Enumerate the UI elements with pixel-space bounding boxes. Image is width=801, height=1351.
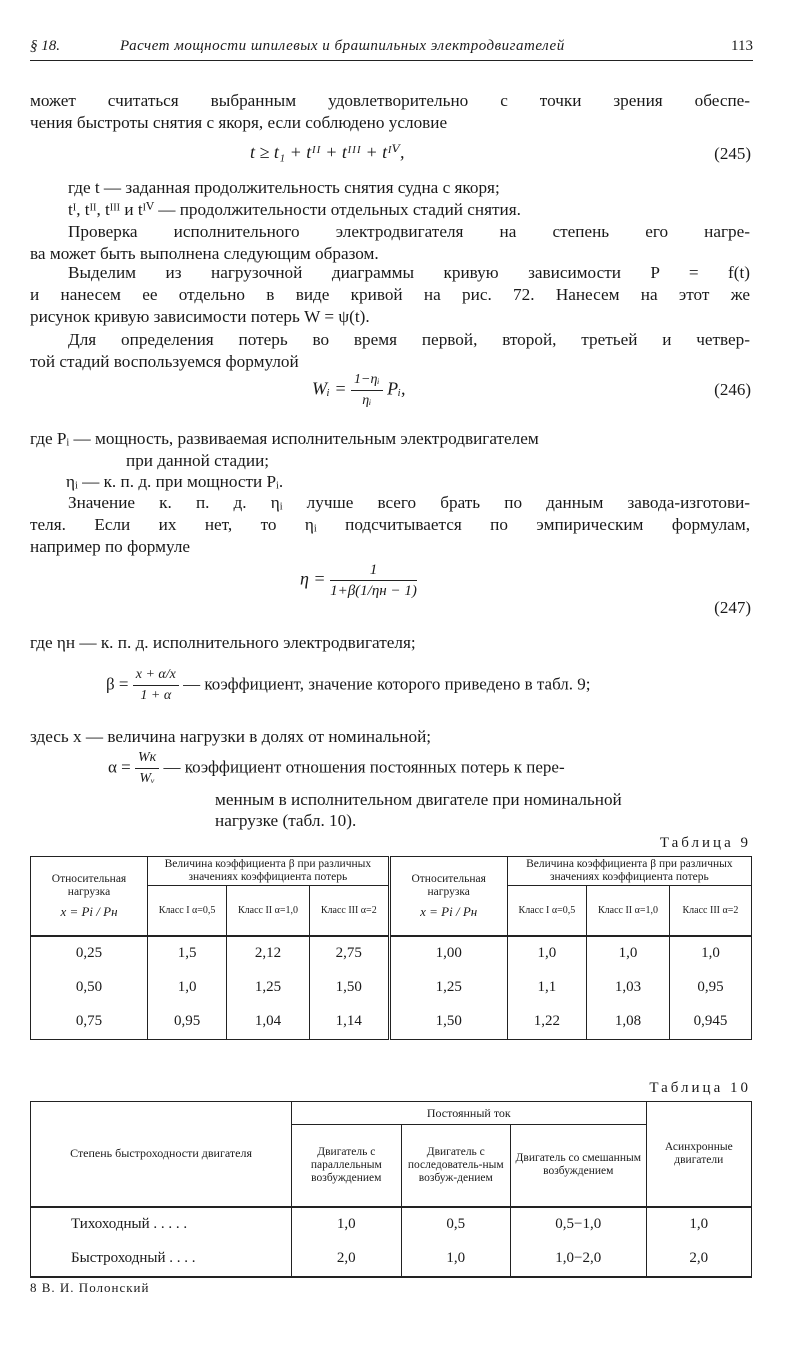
table-row: [31, 1207, 752, 1242]
table-cell: Быстроходный . . . .: [31, 1242, 292, 1277]
paragraph-line: может считаться выбранным удовлетворительно с точки зрения обеспе-: [30, 91, 750, 110]
table-header-cell: Класс III α=2: [669, 886, 751, 936]
definition-line: нагрузке (табл. 10).: [215, 811, 357, 830]
table-header-cell: Класс I α=0,5: [148, 886, 227, 936]
table-cell: 1,0: [292, 1207, 401, 1242]
table-cell: 1,22: [507, 1005, 586, 1040]
paragraph-line: Проверка исполнительного электродвигателя на степень его нагре-: [68, 222, 750, 241]
table-header-cell: Двигатель с последователь-ным возбуж-дением: [401, 1125, 510, 1207]
paragraph-line: Выделим из нагрузочной диаграммы кривую зависимости P = f(t): [68, 263, 750, 282]
table-cell: 0,5−1,0: [510, 1207, 646, 1242]
page-number: 113: [731, 38, 753, 54]
table-cell: 1,03: [587, 971, 670, 1005]
table-cell: 0,95: [669, 971, 751, 1005]
definition-line: tᴵ, tᴵᴵ, tᴵᴵᴵ и tᴵⱽ — продолжительности отдельных стадий снятия.: [68, 200, 521, 219]
table-header-cell: Класс I α=0,5: [507, 886, 586, 936]
paragraph-line: например по формуле: [30, 537, 191, 556]
table-cell: 1,1: [507, 971, 586, 1005]
table-header-cell: Двигатель со смешанным возбуждением: [510, 1125, 646, 1207]
table-cell: 0,95: [148, 1005, 227, 1040]
section-number: § 18.: [30, 38, 60, 54]
paragraph-line: Значение к. п. д. ηᵢ лучше всего брать по данным завода-изготови-: [68, 493, 750, 512]
equation-number: (246): [714, 380, 751, 399]
paragraph-line: Для определения потерь во время первой, второй, третьей и четвер-: [68, 330, 750, 349]
definition-line: менным в исполнительном двигателе при номинальной: [215, 790, 622, 809]
definition-line: где Pᵢ — мощность, развиваемая исполнительным электродвигателем: [30, 429, 539, 448]
table-header-cell: Класс II α=1,0: [227, 886, 310, 936]
table-caption: Таблица 9: [659, 835, 751, 851]
table-10: [30, 1101, 752, 1278]
table-cell: 1,25: [389, 971, 507, 1005]
equation-number: (245): [714, 144, 751, 163]
definition-line: где ηн — к. п. д. исполнительного электродвигателя;: [30, 633, 416, 652]
equation-number: (247): [714, 598, 751, 617]
table-cell: 1,0: [587, 936, 670, 971]
table-cell: Тихоходный . . . . .: [31, 1207, 292, 1242]
definition-line: где t — заданная продолжительность снятия судна с якоря;: [68, 178, 500, 197]
table-header-cell: Двигатель с параллельным возбуждением: [292, 1125, 401, 1207]
equation-247: η = $\frac{1}{1+\beta(1/\eta н - 1)}$: [300, 562, 417, 599]
table-cell: 2,0: [292, 1242, 401, 1277]
table-cell: 2,75: [309, 936, 389, 971]
table-header-cell: Класс III α=2: [309, 886, 389, 936]
table-cell: 0,945: [669, 1005, 751, 1040]
table-cell: 1,14: [309, 1005, 389, 1040]
table-cell: 1,0: [148, 971, 227, 1005]
definition-line: здесь x — величина нагрузки в долях от номинальной;: [30, 727, 432, 746]
table-row: [31, 936, 752, 971]
table-cell: 1,0: [401, 1242, 510, 1277]
table-cell: 1,0: [507, 936, 586, 971]
table-header-cell: Относительная нагрузка x = Pi / Pн: [389, 857, 507, 936]
table-cell: 1,25: [227, 971, 310, 1005]
paragraph-line: той стадий воспользуемся формулой: [30, 352, 299, 371]
table-cell: 0,50: [31, 971, 148, 1005]
table-row: [31, 971, 752, 1005]
table-caption: Таблица 10: [649, 1080, 751, 1096]
table-header-cell: Асинхронные двигатели: [646, 1102, 751, 1207]
table-cell: 1,0−2,0: [510, 1242, 646, 1277]
alpha-definition: α = $\frac{Wк}{\text{Wᵥ}}$ — коэффициент отношения постоянных потерь к пере-: [108, 750, 565, 786]
table-header-cell: Постоянный ток: [292, 1102, 646, 1125]
table-cell: 2,0: [646, 1242, 751, 1277]
definition-line: при данной стадии;: [126, 451, 270, 470]
table-header-cell: Величина коэффициента β при различных значениях коэффициента потерь: [507, 857, 751, 886]
definition-line: ηᵢ — к. п. д. при мощности Pᵢ.: [66, 472, 284, 491]
page-footer: 8 В. И. Полонский: [30, 1280, 150, 1295]
chapter-title: Расчет мощности шпилевых и брашпильных электродвигателей: [120, 38, 565, 54]
table-cell: 0,75: [31, 1005, 148, 1040]
table-cell: 1,0: [669, 936, 751, 971]
paragraph-line: чения быстроты снятия с якоря, если соблюдено условие: [30, 113, 448, 132]
table-header-cell: Степень быстроходности двигателя: [31, 1102, 292, 1207]
table-row: [31, 1005, 752, 1040]
table-header-cell: Класс II α=1,0: [587, 886, 670, 936]
paragraph-line: и нанесем ее отдельно в виде кривой на рис. 72. Нанесем на этот же: [30, 285, 750, 304]
table-header-cell: Величина коэффициента β при различных значениях коэффициента потерь: [148, 857, 390, 886]
paragraph-line: рисунок кривую зависимости потерь W = ψ(t).: [30, 307, 370, 326]
table-row: [31, 1242, 752, 1277]
table-cell: 1,50: [309, 971, 389, 1005]
running-header: [30, 36, 753, 61]
equation-245: t ≥ t₁ + tᴵᴵ + tᴵᴵᴵ + tᴵⱽ,: [250, 142, 405, 162]
table-cell: 1,04: [227, 1005, 310, 1040]
table-cell: 1,08: [587, 1005, 670, 1040]
table-cell: 0,25: [31, 936, 148, 971]
table-cell: 2,12: [227, 936, 310, 971]
paragraph-line: ва может быть выполнена следующим образом.: [30, 244, 379, 263]
table-9: [30, 856, 752, 1040]
table-cell: 1,5: [148, 936, 227, 971]
table-cell: 1,00: [389, 936, 507, 971]
table-cell: 1,50: [389, 1005, 507, 1040]
table-header-cell: Относительная нагрузка x = Pi / Pн: [31, 857, 148, 936]
beta-definition: β = $\frac{x + \alpha/x}{1 + \alpha}$ — коэффициент, значение которого приведено в табл. 9;: [106, 667, 591, 703]
table-cell: 0,5: [401, 1207, 510, 1242]
table-cell: 1,0: [646, 1207, 751, 1242]
paragraph-line: теля. Если их нет, то ηᵢ подсчитывается по эмпирическим формулам,: [30, 515, 750, 534]
equation-246: Wᵢ = $\frac{\text{1−ηᵢ}}{\text{ηᵢ}}$ Pᵢ,: [312, 372, 406, 408]
